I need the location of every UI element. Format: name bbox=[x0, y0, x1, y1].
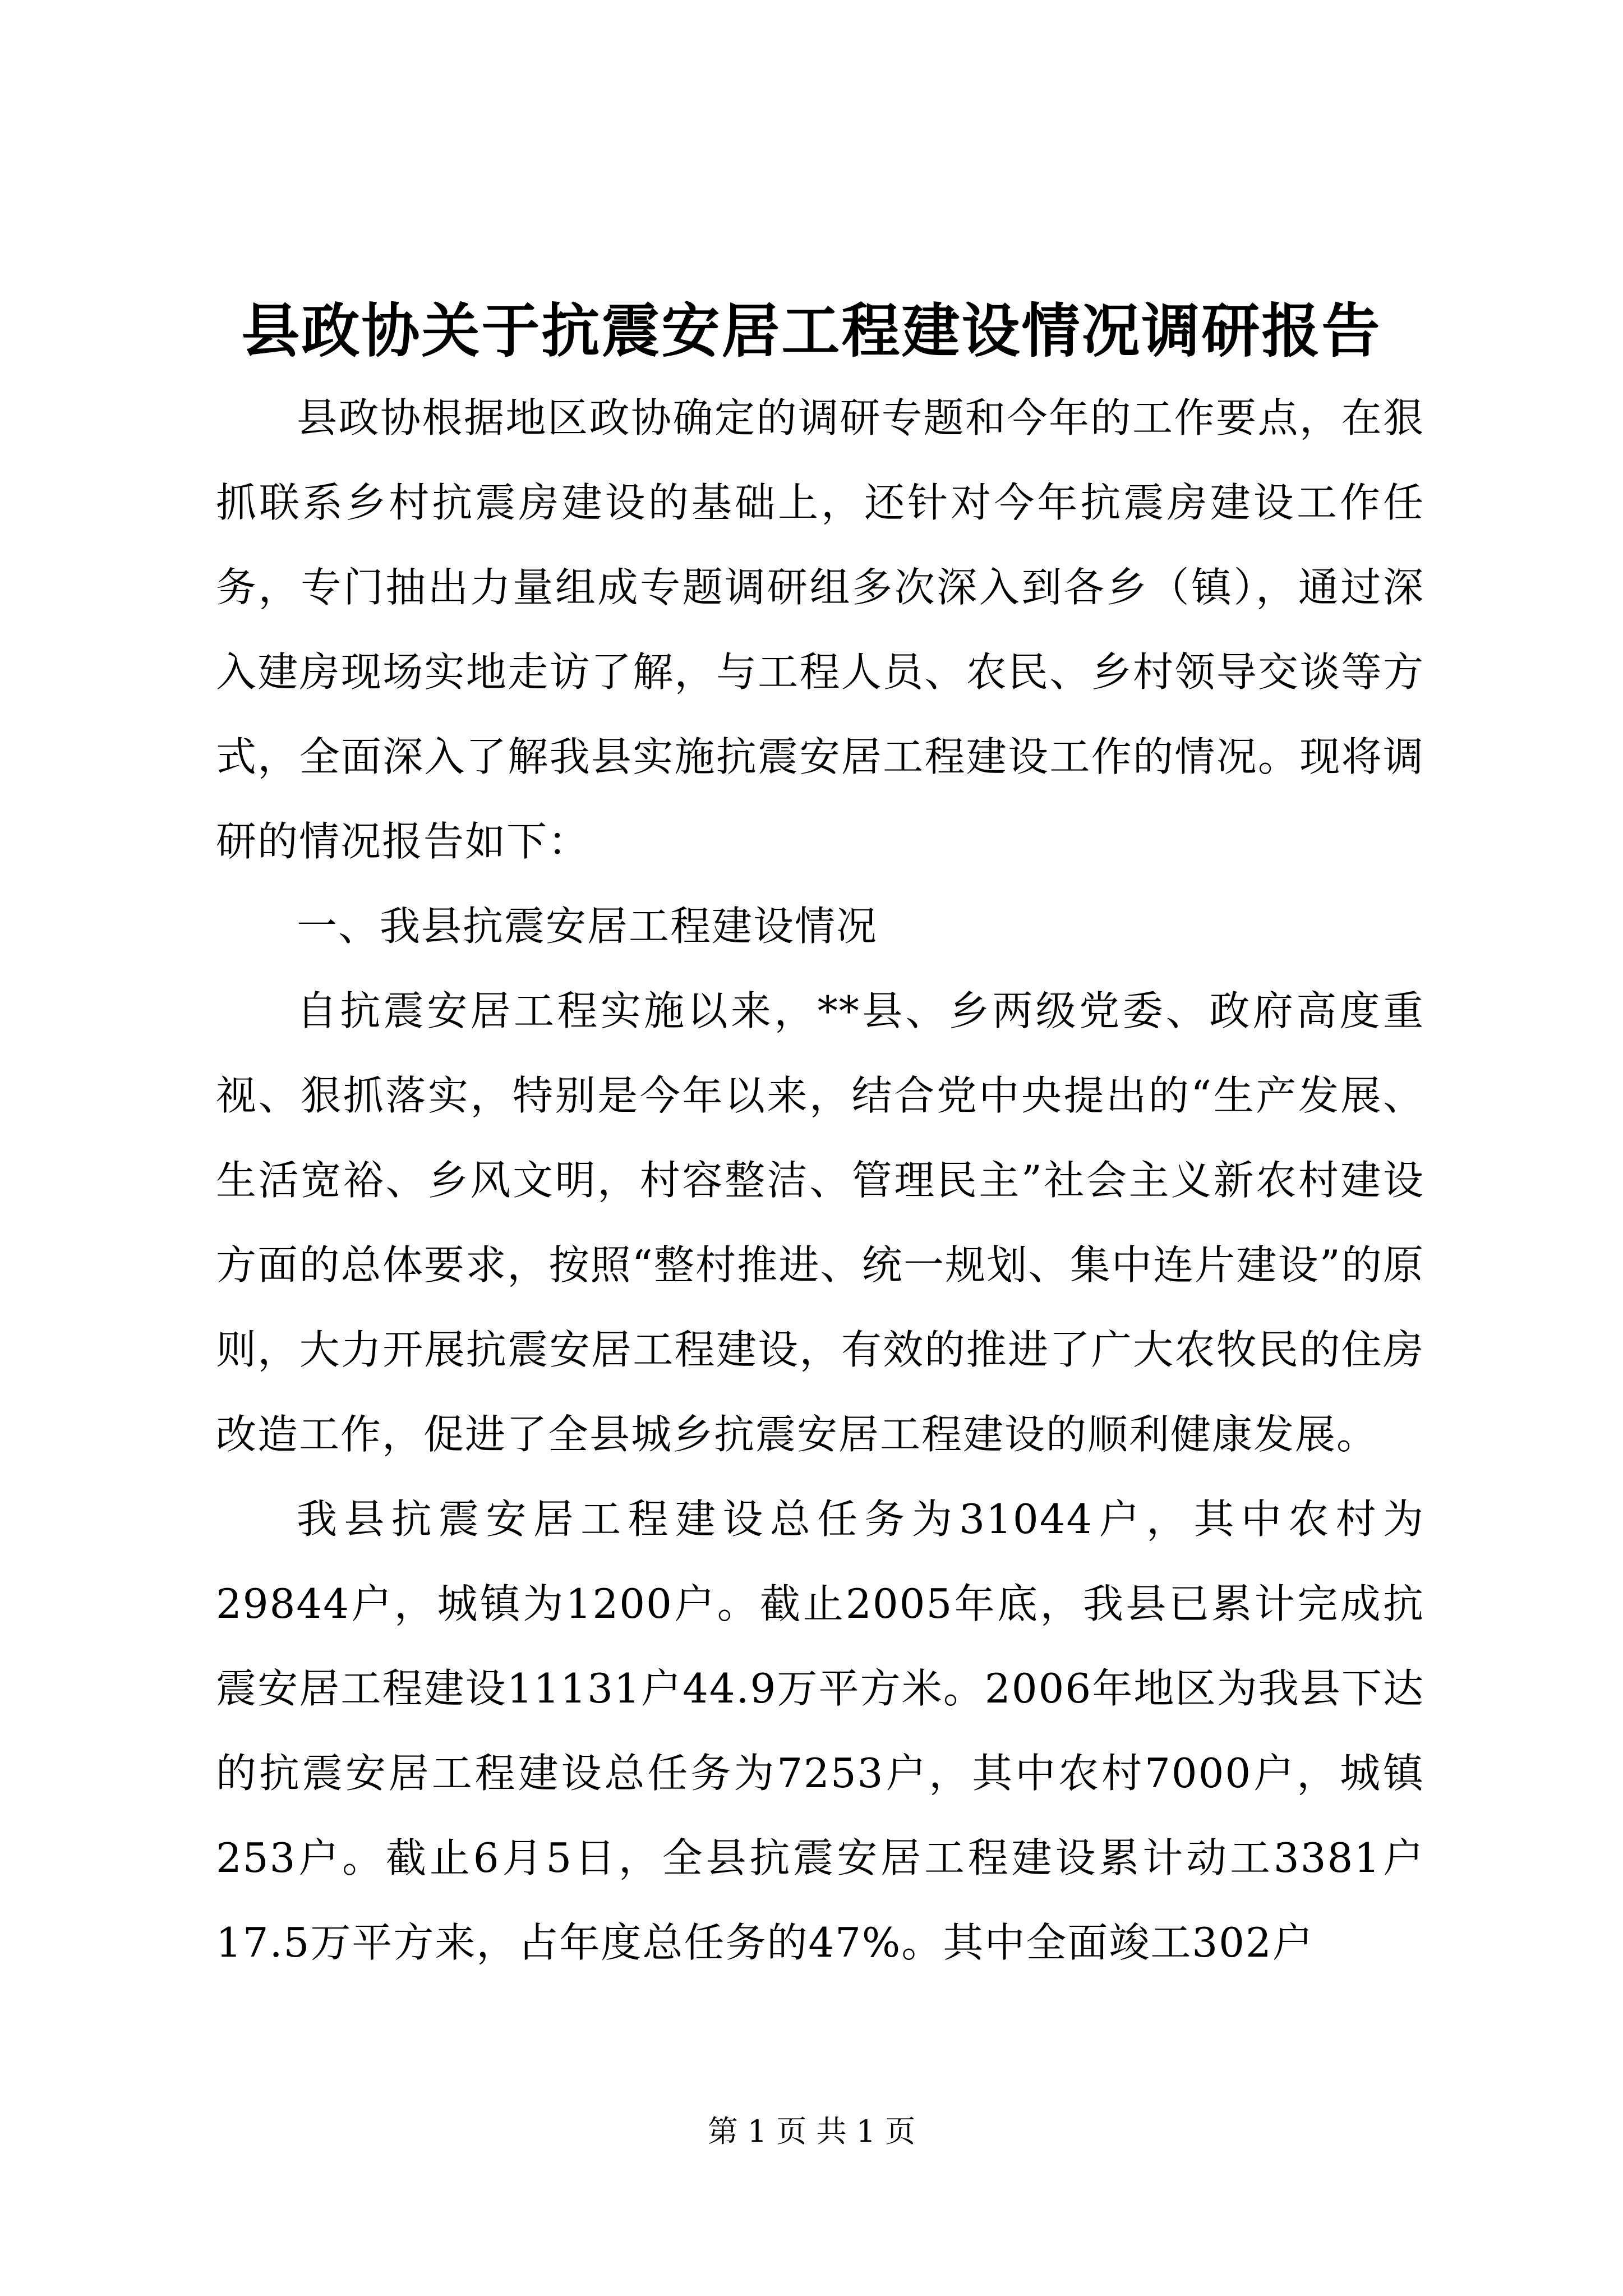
paragraph-intro: 县政协根据地区政协确定的调研专题和今年的工作要点，在狠抓联系乡村抗震房建设的基础上，还针对今年抗震房建设工作任务，专门抽出力量组成专题调研组多次深入到各乡（镇），通过深入建房现场实地走访了解，与工程人员、农民、乡村领导交谈等方式，全面深入了解我县实施抗震安居工程建设工作的情况。现将调研的情况报告如下： bbox=[216, 394, 1424, 865]
paragraph-statistics: 我县抗震安居工程建设总任务为31044户，其中农村为29844户，城镇为1200户。截止2005年底，我县已累计完成抗震安居工程建设11131户44.9万平方米。2006年地区为我县下达的抗震安居工程建设总任务为7253户，其中农村7000户，城镇253户。截止6月5日，全县抗震安居工程建设累计动工3381户17.5万平方来，占年度总任务的47%。其中全面竣工302户 bbox=[216, 1496, 1424, 1966]
page-number-footer: 第 1 页 共 1 页 bbox=[707, 2114, 916, 2149]
section-heading-1: 一、我县抗震安居工程建设情况 bbox=[297, 903, 878, 950]
document-body bbox=[216, 376, 1424, 1985]
paragraph-overview: 自抗震安居工程实施以来，**县、乡两级党委、政府高度重视、狠抓落实，特别是今年以来，结合党中央提出的“生产发展、生活宽裕、乡风文明，村容整洁、管理民主”社会主义新农村建设方面的总体要求，按照“整村推进、统一规划、集中连片建设”的原则，大力开展抗震安居工程建设，有效的推进了广大农牧民的住房改造工作，促进了全县城乡抗震安居工程建设的顺利健康发展。 bbox=[216, 987, 1424, 1458]
document-title: 县政协关于抗震安居工程建设情况调研报告 bbox=[241, 296, 1382, 365]
